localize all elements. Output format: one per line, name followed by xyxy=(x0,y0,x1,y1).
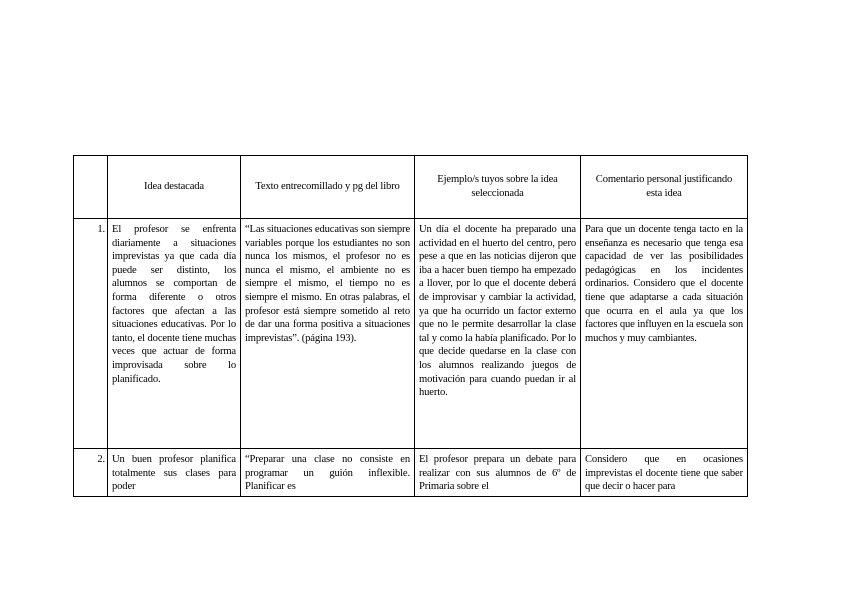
idea-text: Un buen profesor planifica totalmente sus clases para poder xyxy=(112,454,236,493)
comment-cell xyxy=(581,219,748,449)
idea-cell xyxy=(108,219,241,449)
table-row xyxy=(74,219,748,449)
row-number: 2. xyxy=(74,449,108,497)
header-number xyxy=(74,156,108,219)
idea-cell xyxy=(108,449,241,497)
row-number: 1. xyxy=(74,219,108,449)
comment-text: Para que un docente tenga tacto en la enseñanza es necesario que tenga esa capacidad de ver las posibilidades pedagógicas en los incidentes ordinarios. Considero que el docente tiene que adaptarse a cada situación que ocurra en el aula ya que los factores que influyen en la escuela son muchos y muy cambiantes. xyxy=(585,224,743,344)
example-cell xyxy=(415,449,581,497)
header-idea: Idea destacada xyxy=(108,156,241,219)
quote-cell xyxy=(241,449,415,497)
header-example: Ejemplo/s tuyos sobre la idea seleccionada xyxy=(415,156,581,219)
quote-text: “Preparar una clase no consiste en programar un guión inflexible. Planificar es xyxy=(245,454,410,493)
example-text: El profesor prepara un debate para realizar con sus alumnos de 6º de Primaria sobre el xyxy=(419,454,576,493)
header-quote: Texto entrecomillado y pg del libro xyxy=(241,156,415,219)
table-header-row xyxy=(74,156,748,219)
idea-text: El profesor se enfrenta diariamente a situaciones imprevistas ya que cada día puede ser distinto, los alumnos se comportan de forma diferente o otros factores que afectan a las situaciones educativas. Por lo tanto, el docente tiene muchas veces que actuar de forma improvisada sobre lo planificado. xyxy=(112,224,236,385)
comment-cell xyxy=(581,449,748,497)
comment-text: Considero que en ocasiones imprevistas el docente tiene que saber que decir o hacer para xyxy=(585,454,743,493)
header-comment: Comentario personal justificando esta idea xyxy=(581,156,748,219)
table-row xyxy=(74,449,748,497)
quote-cell xyxy=(241,219,415,449)
example-cell xyxy=(415,219,581,449)
reflection-table xyxy=(73,155,748,497)
quote-text: “Las situaciones educativas son siempre variables porque los estudiantes no son nunca los mismos, el profesor no es nunca el mismo, el ambiente no es siempre el mismo, el tiempo no es siempre el mismo. En otras palabras, el profesor está siempre sometido al reto de dar una forma positiva a situaciones imprevistas”. (página 193). xyxy=(245,224,410,344)
example-text: Un día el docente ha preparado una actividad en el huerto del centro, pero pese a que en las noticias dijeron que iba a hacer buen tiempo ha empezado a llover, por lo que el docente deberá de improvisar y cambiar la actividad, ya que ha ocurrido un factor externo que no le permite desarrollar la clase tal y como la había planificado. Por lo que decide quedarse en la clase con los alumnos realizando juegos de motivación para cuando puedan ir al huerto. xyxy=(419,224,576,399)
